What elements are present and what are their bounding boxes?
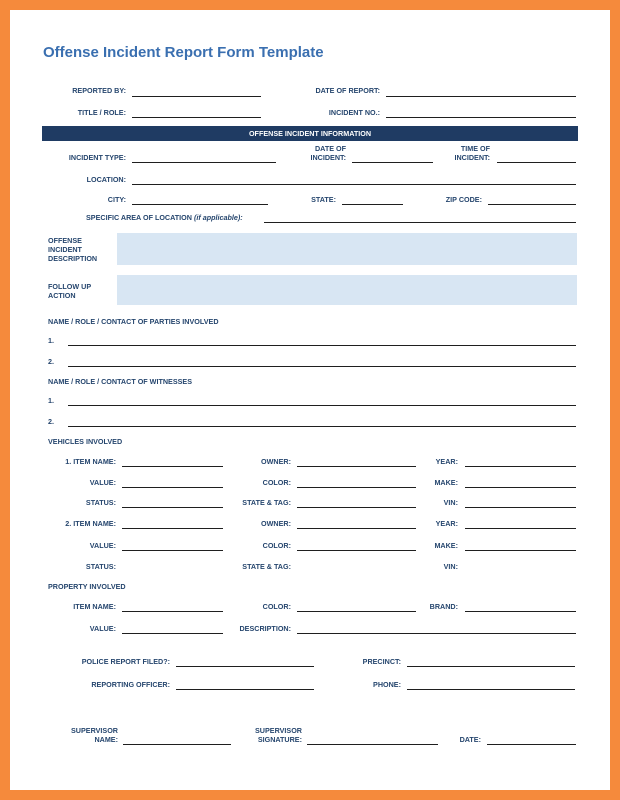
witnesses-number-1: 1. [48,396,54,405]
property-description-label: DESCRIPTION: [239,624,291,633]
witnesses-heading: NAME / ROLE / CONTACT OF WITNESSES [48,377,193,386]
date-of-report-field[interactable] [386,96,576,97]
vehicle1-year-field[interactable] [465,466,576,467]
incident-type-label: INCIDENT TYPE: [68,153,126,162]
supervisor-name-field[interactable] [123,744,231,745]
reported-by-label: REPORTED BY: [72,86,126,95]
witnesses-number-2: 2. [48,417,54,426]
vehicle2-make-field[interactable] [465,550,576,551]
vehicle1-make-label: MAKE: [434,478,458,487]
vehicle2-item-field[interactable] [122,528,223,529]
reported-by-field[interactable] [132,96,261,97]
vehicle2-owner-label: OWNER: [261,519,291,528]
description-label-2: INCIDENT [48,245,82,254]
witnesses-field-1[interactable] [68,405,576,406]
vehicle2-value-label: VALUE: [89,541,116,550]
property-color-field[interactable] [297,611,416,612]
title-role-field[interactable] [132,117,261,118]
vehicle2-color-label: COLOR: [262,541,291,550]
vehicle1-item-field[interactable] [122,466,223,467]
vehicle2-owner-field[interactable] [297,528,416,529]
time-of-incident-field[interactable] [497,162,576,163]
supervisor-name-label-2: NAME: [94,735,118,744]
property-item-label: ITEM NAME: [73,602,116,611]
state-label: STATE: [311,195,336,204]
follow-up-box[interactable] [117,275,577,305]
title-role-label: TITLE / ROLE: [77,108,126,117]
supervisor-signature-field[interactable] [307,744,438,745]
precinct-label: PRECINCT: [362,657,401,666]
vehicles-heading: VEHICLES INVOLVED [48,437,123,446]
description-label-3: DESCRIPTION [48,254,98,263]
if-applicable-text: (if applicable): [193,213,243,222]
vehicle1-value-label: VALUE: [89,478,116,487]
time-of-incident-label-2: INCIDENT: [454,153,490,162]
form-page [10,10,610,790]
vehicle1-state-tag-label: STATE & TAG: [242,498,291,507]
zip-code-label: ZIP CODE: [445,195,482,204]
date-of-incident-label-2: INCIDENT: [310,153,346,162]
property-heading: PROPERTY INVOLVED [48,582,126,591]
property-brand-field[interactable] [465,611,576,612]
vehicle2-color-field[interactable] [297,550,416,551]
parties-number-1: 1. [48,336,54,345]
vehicle1-status-field[interactable] [122,507,223,508]
vehicle2-status-label: STATUS: [85,562,116,571]
vehicle1-value-field[interactable] [122,487,223,488]
date-label: DATE: [459,735,481,744]
vehicle1-vin-label: VIN: [443,498,458,507]
vehicle1-status-label: STATUS: [85,498,116,507]
vehicle2-make-label: MAKE: [434,541,458,550]
location-field[interactable] [132,184,576,185]
date-of-report-label: DATE OF REPORT: [315,86,380,95]
witnesses-field-2[interactable] [68,426,576,427]
reporting-officer-label: REPORTING OFFICER: [91,680,170,689]
property-value-label: VALUE: [89,624,116,633]
city-label: CITY: [107,195,126,204]
property-description-field[interactable] [297,633,576,634]
date-of-incident-field[interactable] [352,162,433,163]
police-report-filed-label: POLICE REPORT FILED?: [81,657,170,666]
state-field[interactable] [342,204,403,205]
specific-area-label [86,213,243,222]
parties-field-1[interactable] [68,345,576,346]
property-item-field[interactable] [122,611,223,612]
vehicle2-year-label: YEAR: [435,519,458,528]
property-value-field[interactable] [122,633,223,634]
vehicle1-vin-field[interactable] [465,507,576,508]
vehicle1-item-label: 1. ITEM NAME: [65,457,116,466]
vehicle2-value-field[interactable] [122,550,223,551]
time-of-incident-label-1: TIME OF [460,144,490,153]
vehicle1-make-field[interactable] [465,487,576,488]
follow-up-label-1: FOLLOW UP [48,282,92,291]
reporting-officer-field[interactable] [176,689,314,690]
precinct-field[interactable] [407,666,575,667]
vehicle2-vin-label: VIN: [443,562,458,571]
vehicle1-color-label: COLOR: [262,478,291,487]
incident-no-field[interactable] [386,117,576,118]
location-label: LOCATION: [86,175,126,184]
parties-field-2[interactable] [68,366,576,367]
section-banner: OFFENSE INCIDENT INFORMATION [42,126,578,141]
property-brand-label: BRAND: [429,602,458,611]
vehicle1-color-field[interactable] [297,487,416,488]
city-field[interactable] [132,204,268,205]
police-report-filed-field[interactable] [176,666,314,667]
specific-area-text: SPECIFIC AREA OF LOCATION [86,213,192,222]
description-label-1: OFFENSE [48,236,82,245]
phone-field[interactable] [407,689,575,690]
vehicle1-state-tag-field[interactable] [297,507,416,508]
property-color-label: COLOR: [262,602,291,611]
zip-code-field[interactable] [488,204,576,205]
vehicle2-year-field[interactable] [465,528,576,529]
parties-number-2: 2. [48,357,54,366]
supervisor-signature-label-2: SIGNATURE: [257,735,302,744]
parties-heading: NAME / ROLE / CONTACT OF PARTIES INVOLVED [48,317,219,326]
description-box[interactable] [117,233,577,265]
specific-area-field[interactable] [264,222,576,223]
follow-up-label-2: ACTION [48,291,76,300]
form-title: Offense Incident Report Form Template [43,44,324,61]
vehicle2-item-label: 2. ITEM NAME: [65,519,116,528]
phone-label: PHONE: [373,680,401,689]
incident-no-label: INCIDENT NO.: [328,108,380,117]
vehicle1-owner-field[interactable] [297,466,416,467]
date-of-incident-label-1: DATE OF [314,144,346,153]
vehicle2-state-tag-label: STATE & TAG: [242,562,291,571]
vehicle1-year-label: YEAR: [435,457,458,466]
incident-type-field[interactable] [132,162,276,163]
vehicle1-owner-label: OWNER: [261,457,291,466]
supervisor-name-label-1: SUPERVISOR [71,726,118,735]
date-field[interactable] [487,744,576,745]
supervisor-signature-label-1: SUPERVISOR [255,726,302,735]
